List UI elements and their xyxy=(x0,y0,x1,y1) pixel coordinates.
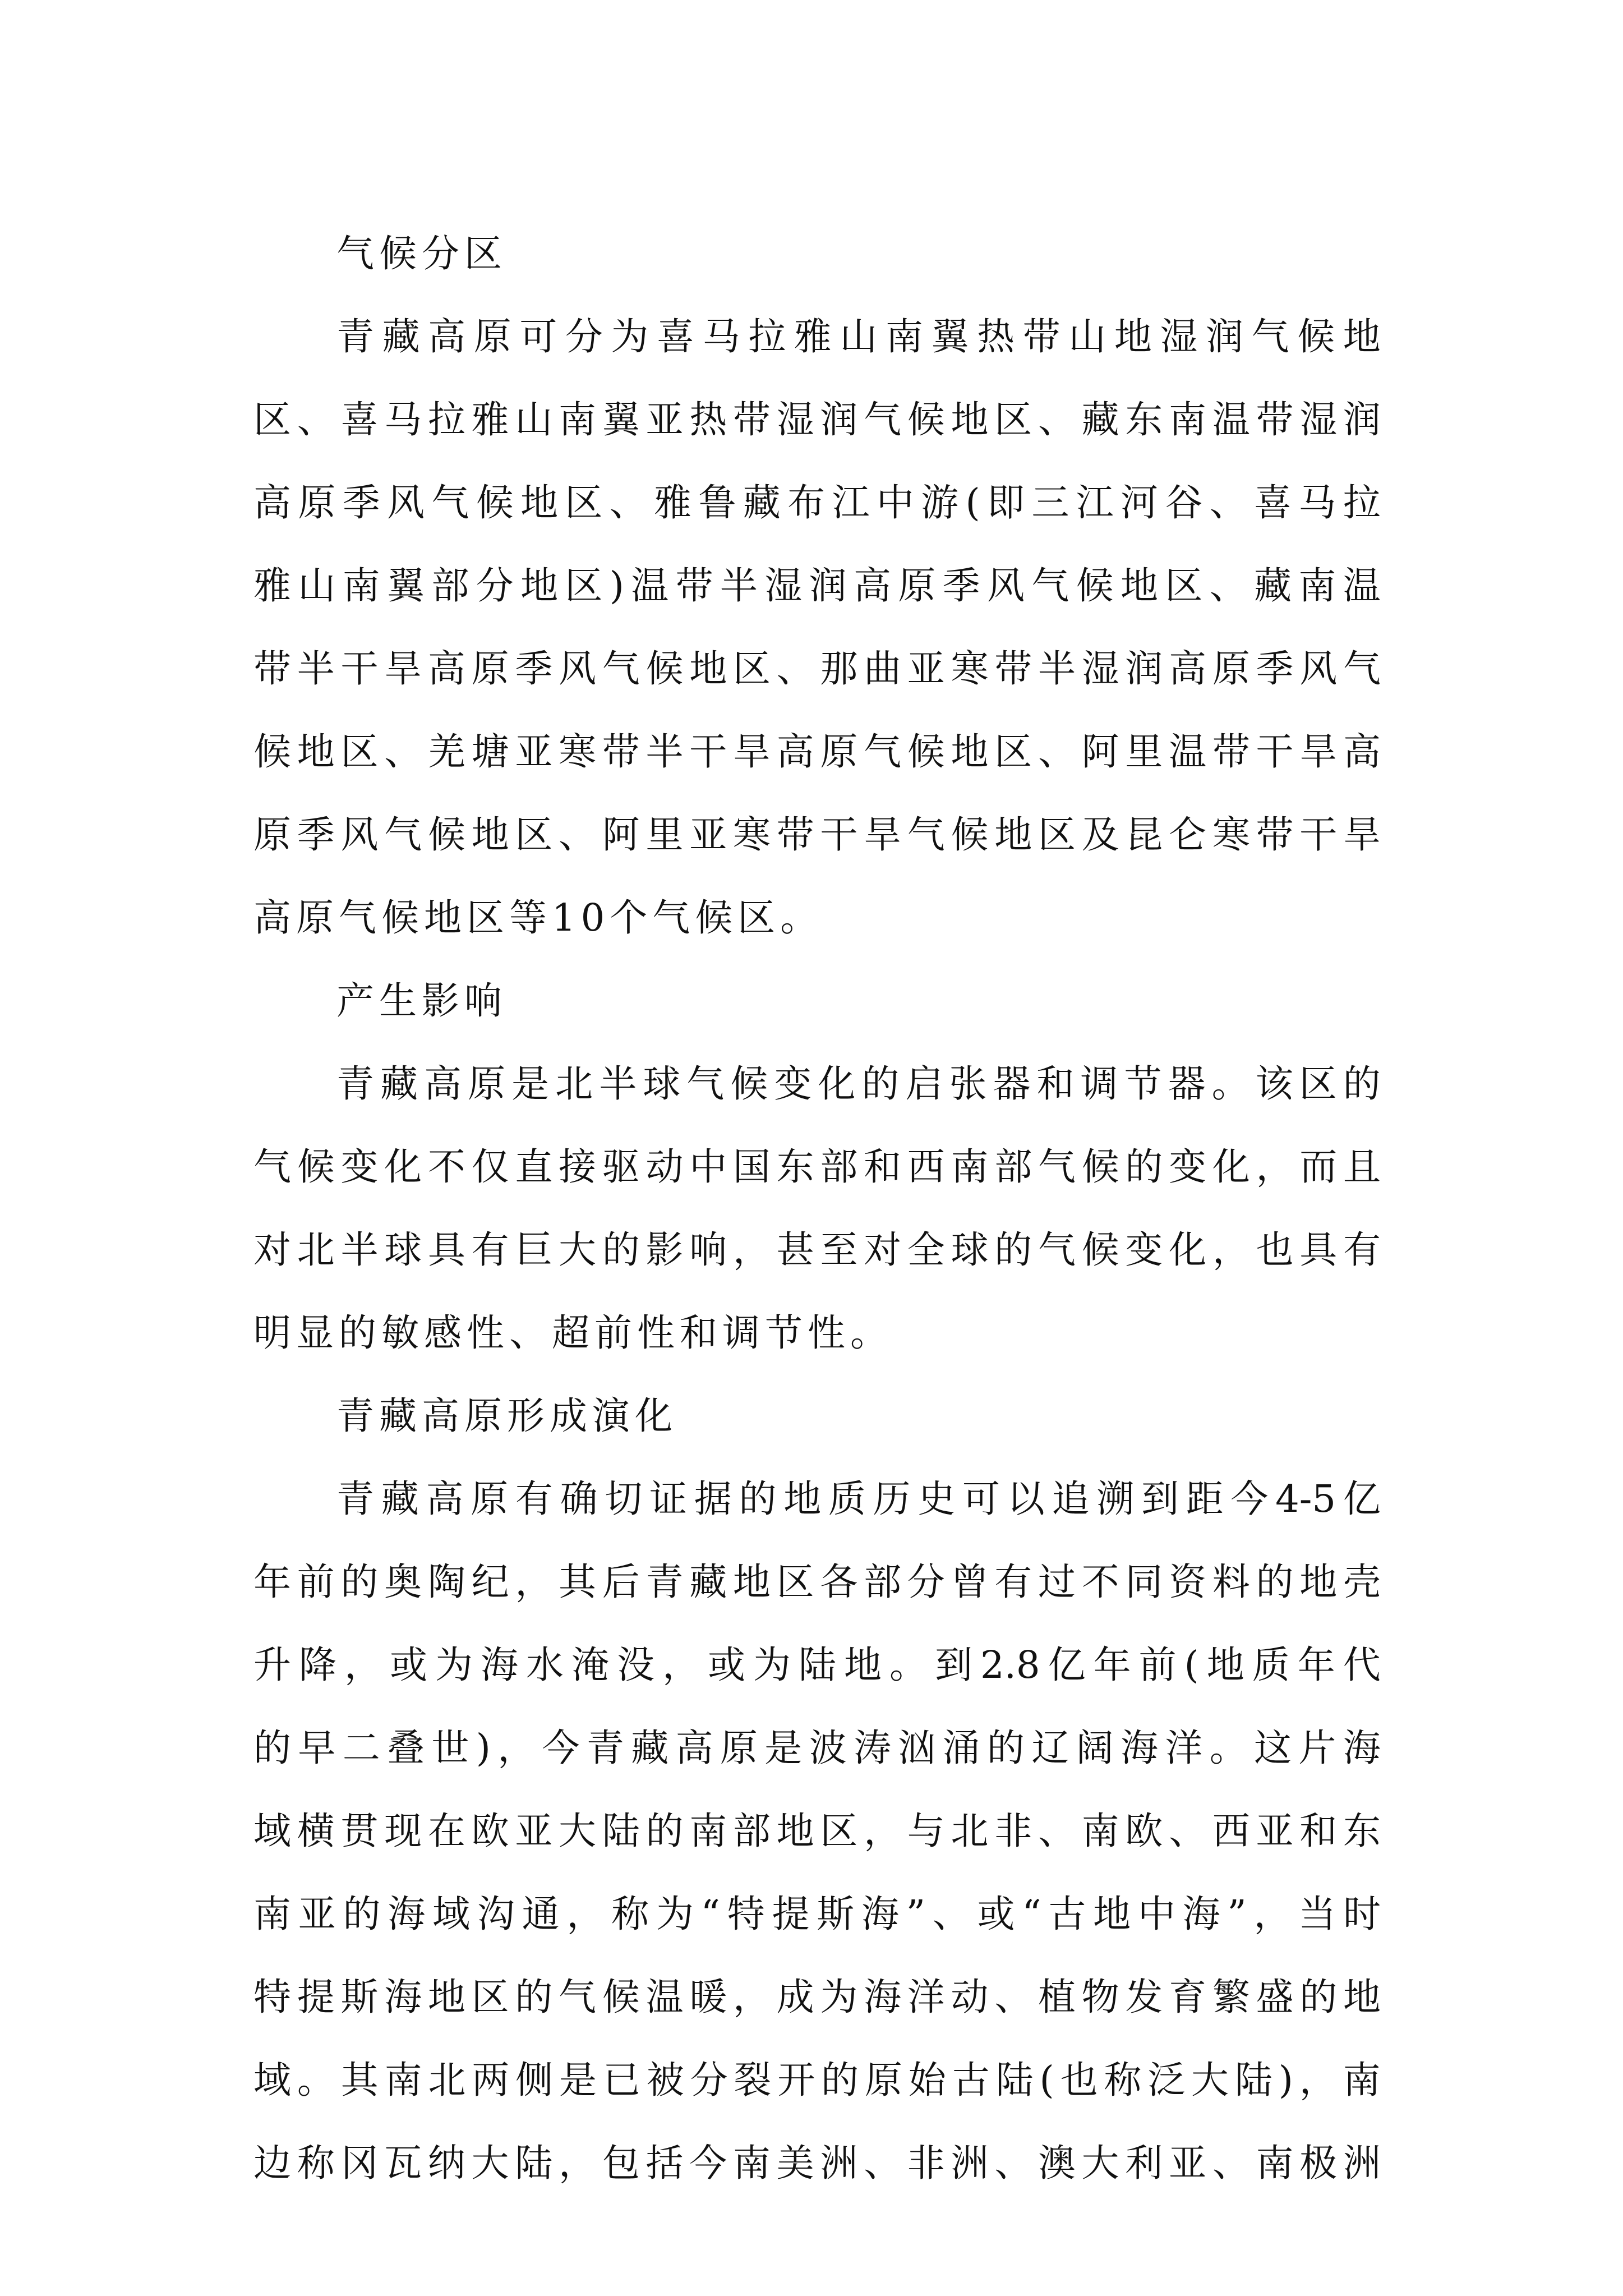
text-line: 域 横 贯 现 在 欧 亚 大 陆 的 南 部 地 区 ， 与 北 非 、 南 欧 、 西 亚 和 东 xyxy=(253,1809,1381,1853)
paragraph-first-line: 气 候 分 区 xyxy=(336,232,507,275)
text-line: 南 亚 的 海 域 沟 通 ， 称 为 “ 特 提 斯 海 ” 、 或 “ 古 地 中 海 ” ， 当 时 xyxy=(253,1892,1381,1936)
text-line: 特 提 斯 海 地 区 的 气 候 温 暖 ， 成 为 海 洋 动 、 植 物 发 育 繁 盛 的 地 xyxy=(253,1975,1381,2019)
text-line: 高 原 季 风 气 候 地 区 、 雅 鲁 藏 布 江 中 游 ( 即 三 江 河 谷 、 喜 马 拉 xyxy=(253,481,1381,524)
text-line: 年 前 的 奥 陶 纪 ， 其 后 青 藏 地 区 各 部 分 曾 有 过 不 同 资 料 的 地 壳 xyxy=(253,1560,1381,1604)
text-line: 明 显 的 敏 感 性 、 超 前 性 和 调 节 性 。 xyxy=(253,1311,893,1355)
text-line: 带 半 干 旱 高 原 季 风 气 候 地 区 、 那 曲 亚 寒 带 半 湿 润 高 原 季 风 气 xyxy=(253,647,1381,691)
text-line: 对 北 半 球 具 有 巨 大 的 影 响 ， 甚 至 对 全 球 的 气 候 变 化 ， 也 具 有 xyxy=(253,1228,1381,1272)
paragraph-first-line: 青 藏 高 原 有 确 切 证 据 的 地 质 历 史 可 以 追 溯 到 距 今 4-5 亿 xyxy=(336,1477,1381,1521)
text-line: 候 地 区 、 羌 塘 亚 寒 带 半 干 旱 高 原 气 候 地 区 、 阿 里 温 带 干 旱 高 xyxy=(253,730,1381,774)
text-line: 域 。 其 南 北 两 侧 是 已 被 分 裂 开 的 原 始 古 陆 ( 也 称 泛 大 陆 ) ， 南 xyxy=(253,2058,1381,2102)
text-line: 气 候 变 化 不 仅 直 接 驱 动 中 国 东 部 和 西 南 部 气 候 的 变 化 ， 而 且 xyxy=(253,1145,1381,1189)
text-line: 雅 山 南 翼 部 分 地 区 ) 温 带 半 湿 润 高 原 季 风 气 候 地 区 、 藏 南 温 xyxy=(253,564,1381,608)
paragraph-first-line: 青 藏 高 原 形 成 演 化 xyxy=(336,1394,677,1438)
text-line: 升 降 ， 或 为 海 水 淹 没 ， 或 为 陆 地 。 到 2.8 亿 年 前 ( 地 质 年 代 xyxy=(253,1643,1381,1687)
text-line: 高 原 气 候 地 区 等 10 个 气 候 区 。 xyxy=(253,896,823,940)
text-line: 边 称 冈 瓦 纳 大 陆 ， 包 括 今 南 美 洲 、 非 洲 、 澳 大 利 亚 、 南 极 洲 xyxy=(253,2141,1381,2185)
text-line: 的 早 二 叠 世 ) ， 今 青 藏 高 原 是 波 涛 汹 涌 的 辽 阔 海 洋 。 这 片 海 xyxy=(253,1726,1381,1770)
paragraph-first-line: 青 藏 高 原 是 北 半 球 气 候 变 化 的 启 张 器 和 调 节 器 。 该 区 的 xyxy=(336,1062,1381,1106)
paragraph-first-line: 青 藏 高 原 可 分 为 喜 马 拉 雅 山 南 翼 热 带 山 地 湿 润 气 候 地 xyxy=(336,315,1381,358)
document-body xyxy=(253,212,1381,2205)
text-line: 原 季 风 气 候 地 区 、 阿 里 亚 寒 带 干 旱 气 候 地 区 及 昆 仑 寒 带 干 旱 xyxy=(253,813,1381,857)
paragraph-first-line: 产 生 影 响 xyxy=(336,979,507,1023)
text-line: 区 、 喜 马 拉 雅 山 南 翼 亚 热 带 湿 润 气 候 地 区 、 藏 东 南 温 带 湿 润 xyxy=(253,398,1381,441)
